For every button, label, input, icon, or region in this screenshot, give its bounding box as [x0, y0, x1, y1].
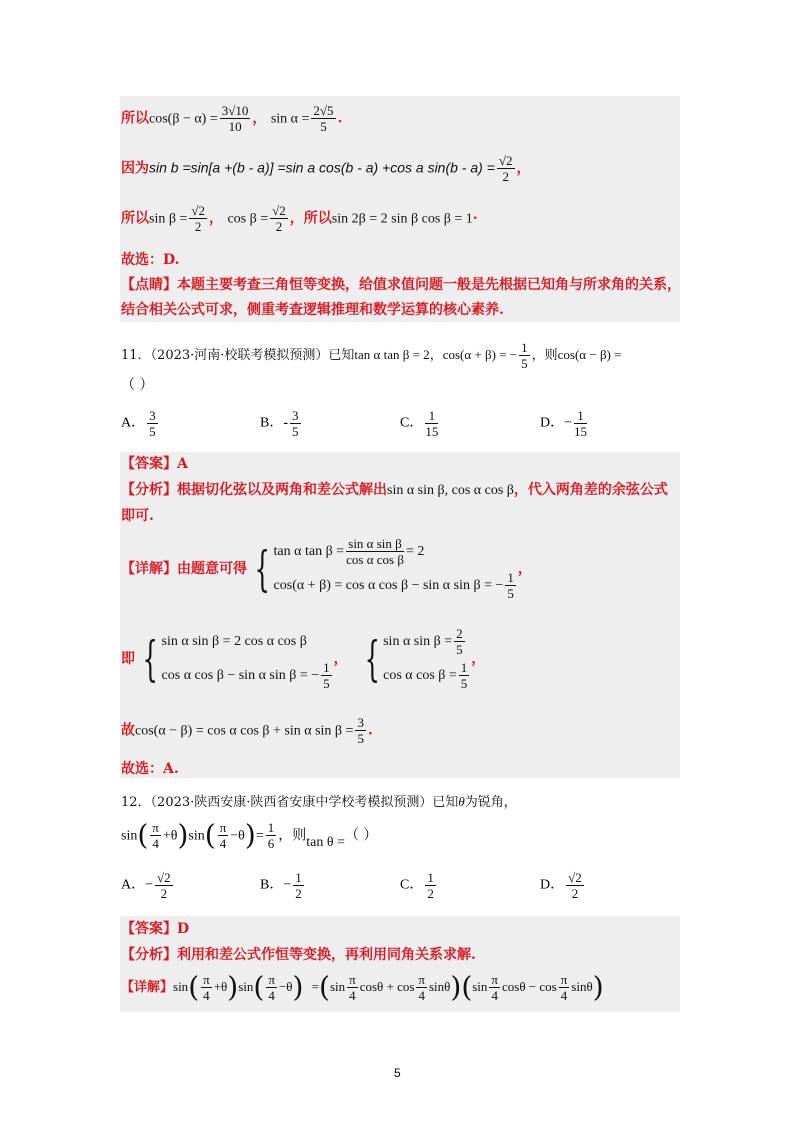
q12-detail: 【详解】sin( $\frac{\pi}{4}$ +θ)sin( $\frac{\pi}{4}$ −θ) =(sin $\frac{\pi}{4}$ cosθ + cos $\frac{\pi}{4}$ sinθ)(sin $\frac{\pi}{4}$ cosθ − cos $\frac{\pi}{4}$ sinθ) — [121, 970, 604, 1004]
fraction: $\frac{1}{5}$ — [323, 660, 330, 692]
q11-option-a[interactable]: A． $\frac{3}{5}$ — [121, 408, 156, 439]
fraction: $\frac{3√10}{10}$ — [221, 103, 249, 134]
fraction: $\frac{1}{5}$ — [507, 570, 514, 602]
left-brace: { — [364, 631, 380, 687]
q12-stem: 12．（2023·陕西安康·陕西省安康中学校考模拟预测）已知θ为锐角， — [121, 794, 517, 810]
q12-option-a[interactable]: A．− $\frac{√2}{2}$ — [121, 870, 171, 901]
q11-answer: 【答案】A — [121, 456, 188, 472]
fraction: $\frac{2√5}{5}$ — [313, 103, 334, 134]
q12-answer: 【答案】D — [121, 921, 190, 937]
q11-final: 故cos(α − β) = cos α cos β + sin α sin β = $\frac{3}{5}$ . — [121, 715, 373, 746]
fraction: $\frac{√2}{2}$ — [498, 153, 513, 184]
fraction: $\frac{1}{15}$ — [425, 408, 439, 439]
fraction: $\frac{1}{5}$ — [460, 660, 468, 692]
fraction: $\frac{1}{2}$ — [427, 870, 434, 901]
fraction: $\frac{1}{2}$ — [295, 870, 302, 901]
page-number: 5 — [394, 1066, 401, 1080]
q11-blank: （ ） — [121, 377, 154, 393]
fraction: $\frac{\pi}{4}$ — [418, 972, 425, 1003]
prev-tip-line-2: 结合相关公式可求，侧重考查逻辑推理和数学运算的核心素养. — [121, 302, 504, 318]
fraction: $\frac{1}{15}$ — [574, 408, 588, 439]
q11-option-d[interactable]: D．− $\frac{1}{15}$ — [540, 408, 588, 439]
prev-line-3: 所以sin β = $\frac{√2}{2}$ ， cos β = $\frac{√2}{2}$ ，所以sin 2β = 2 sin β cos β = 1· — [121, 203, 478, 234]
fraction: $\frac{3}{5}$ — [357, 715, 364, 746]
prev-line-1: 所以cos(β − α) = $\frac{3√10}{10}$ ， sin α = $\frac{2√5}{5}$ . — [121, 103, 343, 134]
fraction: $\frac{1}{6}$ — [267, 820, 275, 851]
q11-stem: 11．（2023·河南·校联考模拟预测）已知tan α tan β = 2，cos(α + β) = − $\frac{1}{5}$ ，则cos(α − β) = — [121, 340, 622, 371]
fraction: $\frac{\text{sin α sin β}}{\text{cos α cos β}}$ — [346, 536, 404, 568]
fraction: $\frac{√2}{2}$ — [157, 870, 171, 901]
fraction: $\frac{√2}{2}$ — [272, 203, 286, 234]
q11-choice: 故选：A. — [121, 761, 179, 777]
q12-condition: sin( $\frac{\pi}{4}$ +θ)sin( $\frac{\pi}{4}$ −θ)= $\frac{1}{6}$ ，则tan θ =（ ） — [121, 818, 378, 852]
fraction: $\frac{\pi}{4}$ — [349, 972, 356, 1003]
fraction: $\frac{\pi}{4}$ — [268, 972, 275, 1003]
prev-choice: 故选：D. — [121, 252, 180, 268]
fraction: $\frac{3}{5}$ — [292, 408, 299, 439]
fraction: $\frac{√2}{2}$ — [568, 870, 582, 901]
fraction: $\frac{\pi}{4}$ — [152, 820, 159, 851]
left-brace: { — [254, 541, 270, 597]
q12-option-d[interactable]: D． $\frac{√2}{2}$ — [540, 870, 582, 901]
left-brace: { — [142, 631, 158, 687]
q12-option-b[interactable]: B．− $\frac{1}{2}$ — [260, 870, 302, 901]
q11-analysis-1: 【分析】根据切化弦以及两角和差公式解出sin α sin β, cos α cos β，代入两角差的余弦公式 — [121, 482, 668, 498]
equation-system: tan α tan β = $\frac{\text{sin α sin β}}{\text{cos α cos β}}$ = 2 cos(α + β) = cos α cos β − sin α sin β = − $\frac{1}{5}$ — [273, 536, 514, 602]
q11-option-b[interactable]: B．- $\frac{3}{5}$ — [260, 408, 299, 439]
q12-analysis: 【分析】利用和差公式作恒等变换，再利用同角关系求解. — [121, 947, 476, 963]
fraction: $\frac{3}{5}$ — [149, 408, 156, 439]
q12-option-c[interactable]: C． $\frac{1}{2}$ — [400, 870, 434, 901]
fraction: $\frac{\pi}{4}$ — [491, 972, 498, 1003]
equation-system: sin α sin β = $\frac{2}{5}$ cos α cos β = $\frac{1}{5}$ — [383, 626, 468, 692]
equation-system: sin α sin β = 2 cos α cos β cos α cos β − sin α sin β = − $\frac{1}{5}$ — [161, 634, 330, 692]
fraction: $\frac{\pi}{4}$ — [219, 820, 227, 851]
fraction: $\frac{1}{5}$ — [521, 340, 528, 371]
q11-option-c[interactable]: C． $\frac{1}{15}$ — [400, 408, 439, 439]
q11-analysis-2: 即可. — [121, 508, 154, 524]
fraction: $\frac{\pi}{4}$ — [203, 972, 210, 1003]
fraction: $\frac{\pi}{4}$ — [560, 972, 568, 1003]
fraction: $\frac{2}{5}$ — [456, 626, 463, 658]
q11-detail-system-2: 即 { sin α sin β = 2 cos α cos β cos α cos β − sin α sin β = − $\frac{1}{5}$ ， { sin α sin β = $\frac{2}{5}$ cos α cos β = $\frac{1}{5}$ ， — [121, 626, 486, 692]
q11-detail-system-1: 【详解】由题意可得 { tan α tan β = $\frac{\text{sin α sin β}}{\text{cos α cos β}}$ = 2 cos(α + β) = cos α cos β − sin α sin β = − $\frac{1}{5}$ ， — [121, 536, 532, 602]
fraction: $\frac{√2}{2}$ — [191, 203, 205, 234]
prev-tip-line-1: 【点睛】本题主要考查三角恒等变换，给值求值问题一般是先根据已知角与所求角的关系， — [121, 277, 681, 293]
prev-line-2: 因为sin b =sin[a +(b - a)] =sin a cos(b - a) +cos a sin(b - a) = $\frac{√2}{2}$ ， — [121, 153, 531, 184]
